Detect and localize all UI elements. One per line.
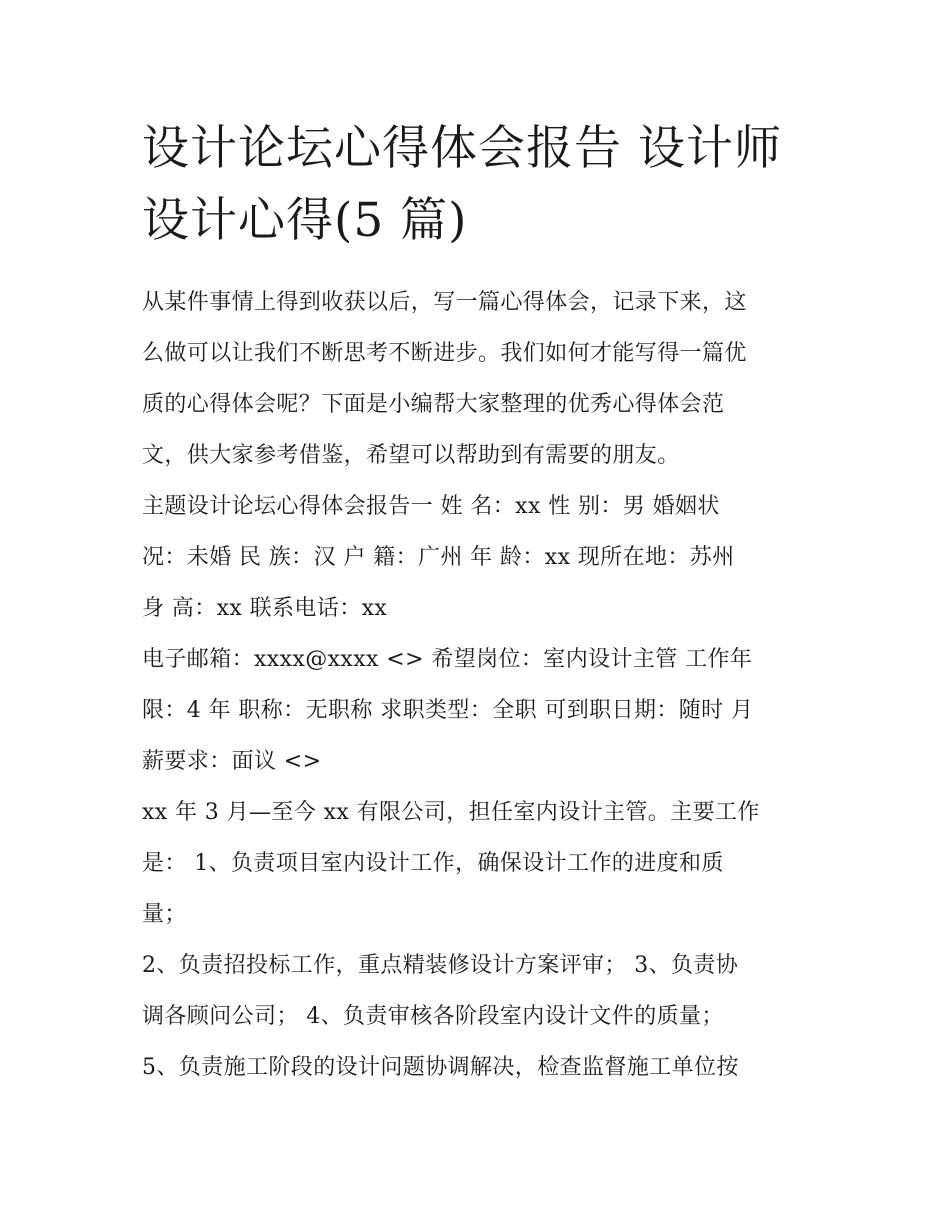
body-line: 从某件事情上得到收获以后，写一篇心得体会，记录下来，这 <box>142 290 747 315</box>
document-body <box>142 283 822 1099</box>
body-line: 5、负责施工阶段的设计问题协调解决，检查监督施工单位按 <box>142 1055 739 1080</box>
body-line: 薪要求：面议 <> <box>142 749 322 774</box>
body-line: 么做可以让我们不断思考不断进步。我们如何才能写得一篇优 <box>142 341 747 366</box>
body-line: 调各顾问公司； 4、负责审核各阶段室内设计文件的质量； <box>142 1004 724 1029</box>
body-line: 是： 1、负责项目室内设计工作，确保设计工作的进度和质 <box>142 851 724 876</box>
body-line: xx 年 3 月—至今 xx 有限公司，担任室内设计主管。主要工作 <box>142 800 760 825</box>
body-line: 身 高：xx 联系电话：xx <box>142 596 388 621</box>
body-line: 主题设计论坛心得体会报告一 姓 名：xx 性 别：男 婚姻状 <box>142 494 720 519</box>
body-line: 量； <box>142 902 187 927</box>
body-line: 质的心得体会呢？下面是小编帮大家整理的优秀心得体会范 <box>142 392 725 417</box>
body-line: 况：未婚 民 族：汉 户 籍：广州 年 龄：xx 现所在地：苏州 <box>142 545 735 570</box>
body-line: 限：4 年 职称：无职称 求职类型：全职 可到职日期：随时 月 <box>142 698 754 723</box>
title-line-1: 设计论坛心得体会报告 设计师 <box>142 121 782 176</box>
body-line: 文，供大家参考借鉴，希望可以帮助到有需要的朋友。 <box>142 443 680 468</box>
body-line: 2、负责招投标工作，重点精装修设计方案评审； 3、负责协 <box>142 953 739 978</box>
title-line-2: 设计心得(5 篇) <box>142 193 468 248</box>
body-line: 电子邮箱：xxxx@xxxx <> 希望岗位：室内设计主管 工作年 <box>142 647 753 672</box>
document-title <box>142 113 832 257</box>
